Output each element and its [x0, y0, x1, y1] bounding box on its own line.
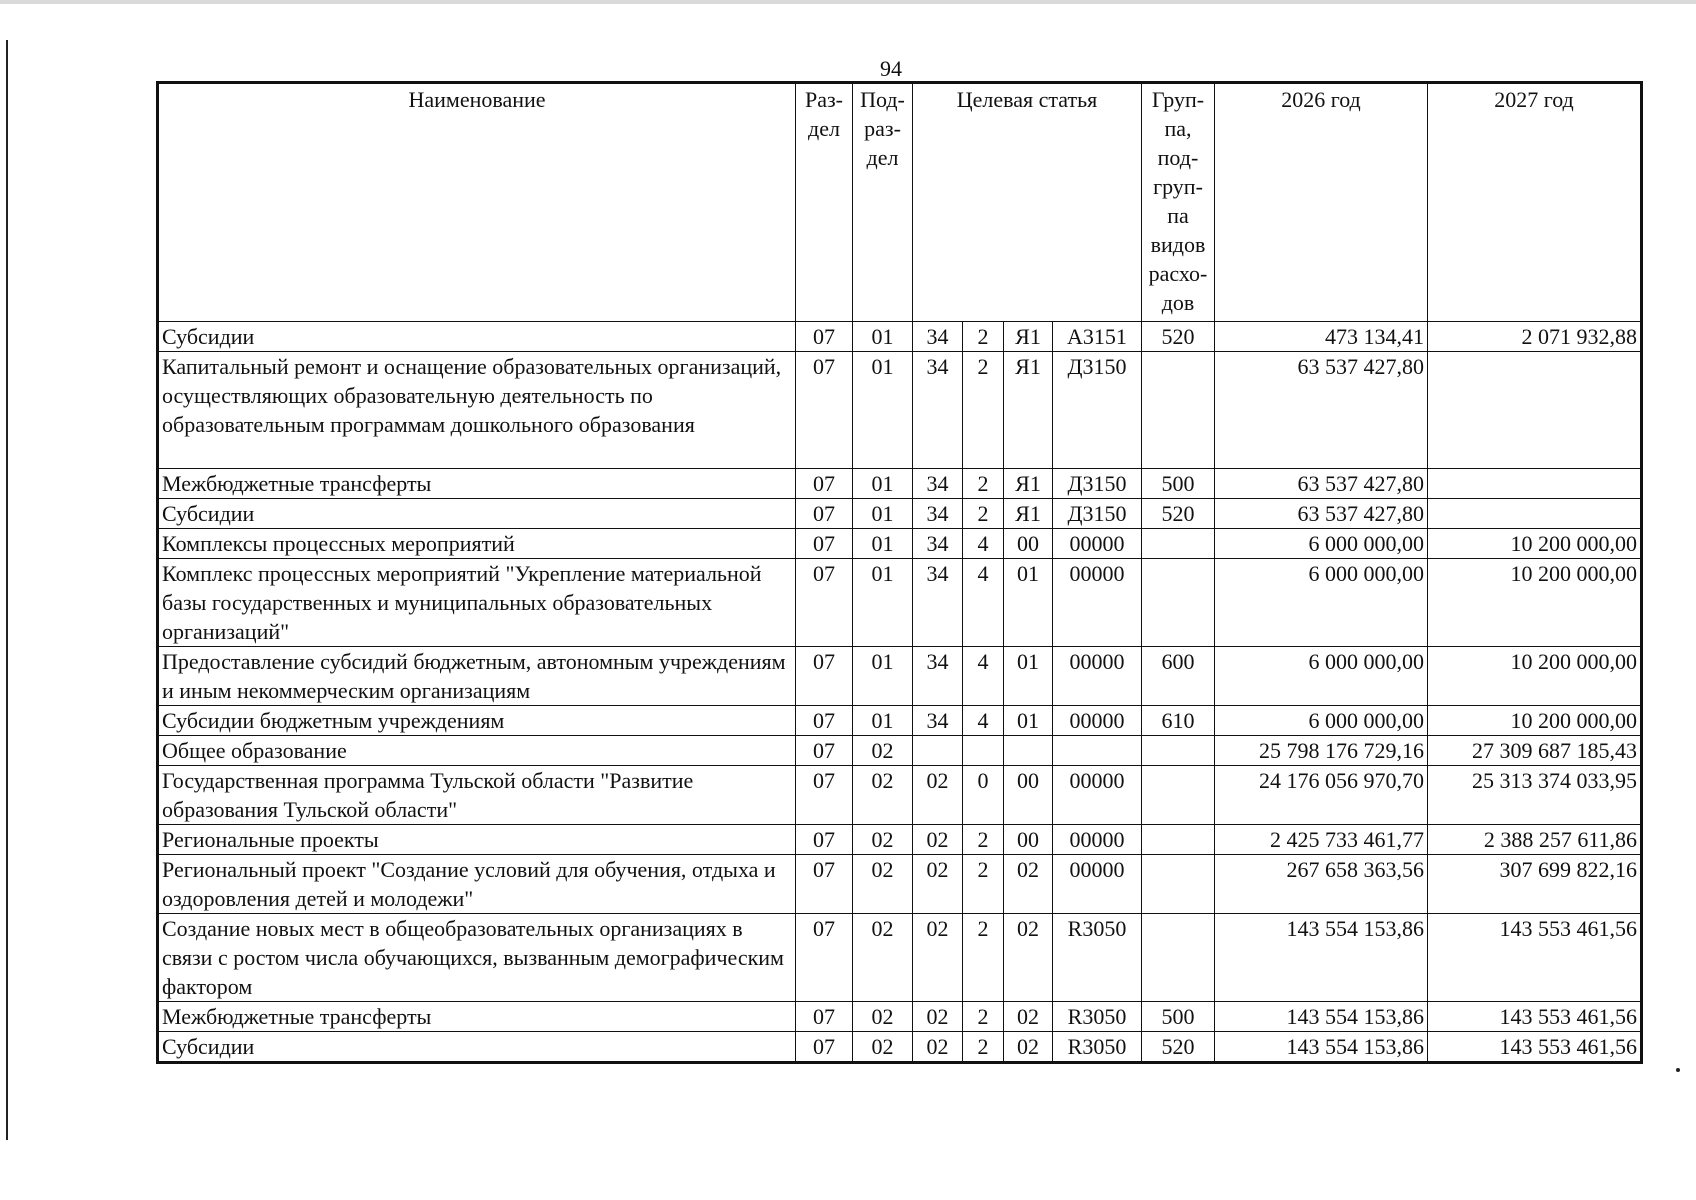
row-name-cell: Региональные проекты [158, 825, 796, 855]
row-group-cell [1142, 766, 1215, 825]
row-target-structure-cell: Я1 [1004, 352, 1053, 469]
row-name-cell: Комплекс процессных мероприятий "Укрепление материальной базы государственных и муниципальных образовательных организаций" [158, 559, 796, 647]
row-target-type-cell: 2 [963, 914, 1004, 1002]
row-razdel-cell: 07 [796, 647, 853, 706]
row-target-structure-cell: 02 [1004, 855, 1053, 914]
header-podrazdel: Под-раз-дел [853, 83, 913, 322]
header-target: Целевая статья [913, 83, 1142, 322]
row-amount-2027-cell: 10 200 000,00 [1428, 529, 1642, 559]
row-name-cell: Субсидии [158, 322, 796, 352]
row-podrazdel-cell: 02 [853, 736, 913, 766]
row-target-direction-cell: А3151 [1053, 322, 1142, 352]
header-group: Груп-па, под-груп-па видов расхо-дов [1142, 83, 1215, 322]
row-target-type-cell: 4 [963, 647, 1004, 706]
row-group-cell [1142, 736, 1215, 766]
row-amount-2026-cell: 6 000 000,00 [1215, 559, 1428, 647]
row-target-type-cell: 0 [963, 766, 1004, 825]
row-razdel-cell: 07 [796, 825, 853, 855]
row-target-type-cell: 2 [963, 1002, 1004, 1032]
row-podrazdel-cell: 02 [853, 855, 913, 914]
row-amount-2026-cell: 63 537 427,80 [1215, 469, 1428, 499]
row-amount-2026-cell: 473 134,41 [1215, 322, 1428, 352]
row-name-cell: Межбюджетные трансферты [158, 1002, 796, 1032]
row-amount-2026-cell: 63 537 427,80 [1215, 352, 1428, 469]
row-razdel-cell: 07 [796, 529, 853, 559]
row-podrazdel-cell: 01 [853, 352, 913, 469]
row-target-structure-cell: 00 [1004, 825, 1053, 855]
row-target-program-cell: 34 [913, 559, 963, 647]
row-target-direction-cell: 00000 [1053, 529, 1142, 559]
row-amount-2027-cell [1428, 352, 1642, 469]
row-target-type-cell: 4 [963, 559, 1004, 647]
row-podrazdel-cell: 02 [853, 766, 913, 825]
row-group-cell [1142, 914, 1215, 1002]
header-2027: 2027 год [1428, 83, 1642, 322]
row-podrazdel-cell: 01 [853, 559, 913, 647]
scan-speck [1676, 1068, 1680, 1072]
row-amount-2026-cell: 25 798 176 729,16 [1215, 736, 1428, 766]
row-razdel-cell: 07 [796, 469, 853, 499]
header-2026: 2026 год [1215, 83, 1428, 322]
row-target-direction-cell: 00000 [1053, 855, 1142, 914]
row-amount-2026-cell: 143 554 153,86 [1215, 1002, 1428, 1032]
row-amount-2027-cell: 143 553 461,56 [1428, 914, 1642, 1002]
row-podrazdel-cell: 01 [853, 499, 913, 529]
row-podrazdel-cell: 01 [853, 647, 913, 706]
row-target-structure-cell: 01 [1004, 647, 1053, 706]
row-target-type-cell: 2 [963, 322, 1004, 352]
row-podrazdel-cell: 01 [853, 322, 913, 352]
row-target-type-cell: 2 [963, 499, 1004, 529]
row-group-cell [1142, 529, 1215, 559]
row-amount-2027-cell: 25 313 374 033,95 [1428, 766, 1642, 825]
row-target-type-cell: 2 [963, 469, 1004, 499]
row-target-program-cell: 34 [913, 529, 963, 559]
row-group-cell: 520 [1142, 322, 1215, 352]
row-group-cell [1142, 825, 1215, 855]
header-name: Наименование [158, 83, 796, 322]
table-row [158, 559, 1642, 647]
row-razdel-cell: 07 [796, 914, 853, 1002]
row-group-cell: 600 [1142, 647, 1215, 706]
scan-edge-left [6, 40, 8, 1140]
row-target-type-cell: 4 [963, 529, 1004, 559]
row-amount-2026-cell: 6 000 000,00 [1215, 647, 1428, 706]
row-target-direction-cell: 00000 [1053, 647, 1142, 706]
row-target-direction-cell: Д3150 [1053, 469, 1142, 499]
row-amount-2027-cell [1428, 469, 1642, 499]
row-target-structure-cell: 01 [1004, 706, 1053, 736]
row-razdel-cell: 07 [796, 855, 853, 914]
row-amount-2027-cell: 307 699 822,16 [1428, 855, 1642, 914]
row-target-type-cell [963, 736, 1004, 766]
row-name-cell: Предоставление субсидий бюджетным, автономным учреждениям и иным некоммерческим организациям [158, 647, 796, 706]
table-row [158, 499, 1642, 529]
row-group-cell: 500 [1142, 469, 1215, 499]
row-name-cell: Комплексы процессных мероприятий [158, 529, 796, 559]
page-number: 94 [880, 56, 902, 81]
row-razdel-cell: 07 [796, 706, 853, 736]
row-razdel-cell: 07 [796, 322, 853, 352]
row-target-direction-cell: 00000 [1053, 706, 1142, 736]
row-target-direction-cell: R3050 [1053, 1032, 1142, 1063]
table-row [158, 766, 1642, 825]
row-name-cell: Создание новых мест в общеобразовательных организациях в связи с ростом числа обучающихся, вызванным демографическим фактором [158, 914, 796, 1002]
row-target-structure-cell: 00 [1004, 766, 1053, 825]
row-name-cell: Субсидии бюджетным учреждениям [158, 706, 796, 736]
row-target-structure-cell [1004, 736, 1053, 766]
row-target-type-cell: 2 [963, 1032, 1004, 1063]
row-target-direction-cell: R3050 [1053, 914, 1142, 1002]
row-target-direction-cell: 00000 [1053, 766, 1142, 825]
table-header-row [158, 83, 1642, 322]
row-razdel-cell: 07 [796, 736, 853, 766]
table-row [158, 706, 1642, 736]
row-target-program-cell: 34 [913, 499, 963, 529]
row-podrazdel-cell: 01 [853, 469, 913, 499]
row-target-structure-cell: Я1 [1004, 499, 1053, 529]
row-target-type-cell: 2 [963, 352, 1004, 469]
row-target-structure-cell: 01 [1004, 559, 1053, 647]
row-amount-2027-cell: 2 388 257 611,86 [1428, 825, 1642, 855]
row-podrazdel-cell: 01 [853, 706, 913, 736]
row-name-cell: Межбюджетные трансферты [158, 469, 796, 499]
row-target-program-cell: 34 [913, 469, 963, 499]
row-target-direction-cell: R3050 [1053, 1002, 1142, 1032]
row-podrazdel-cell: 02 [853, 825, 913, 855]
row-target-structure-cell: Я1 [1004, 322, 1053, 352]
row-name-cell: Региональный проект "Создание условий для обучения, отдыха и оздоровления детей и молодежи" [158, 855, 796, 914]
row-target-program-cell: 02 [913, 855, 963, 914]
row-amount-2026-cell: 267 658 363,56 [1215, 855, 1428, 914]
row-group-cell [1142, 559, 1215, 647]
row-amount-2026-cell: 6 000 000,00 [1215, 529, 1428, 559]
row-target-program-cell: 02 [913, 825, 963, 855]
row-group-cell [1142, 855, 1215, 914]
row-razdel-cell: 07 [796, 1002, 853, 1032]
row-group-cell [1142, 352, 1215, 469]
row-target-type-cell: 2 [963, 825, 1004, 855]
row-name-cell: Общее образование [158, 736, 796, 766]
header-razdel: Раз-дел [796, 83, 853, 322]
table-row [158, 322, 1642, 352]
row-target-structure-cell: 02 [1004, 914, 1053, 1002]
row-target-structure-cell: 02 [1004, 1002, 1053, 1032]
row-group-cell: 520 [1142, 499, 1215, 529]
row-target-direction-cell: Д3150 [1053, 352, 1142, 469]
row-name-cell: Государственная программа Тульской области "Развитие образования Тульской области" [158, 766, 796, 825]
row-amount-2027-cell: 10 200 000,00 [1428, 647, 1642, 706]
row-amount-2027-cell: 143 553 461,56 [1428, 1032, 1642, 1063]
row-target-program-cell: 34 [913, 352, 963, 469]
row-razdel-cell: 07 [796, 352, 853, 469]
row-target-type-cell: 2 [963, 855, 1004, 914]
row-podrazdel-cell: 02 [853, 1032, 913, 1063]
row-target-direction-cell [1053, 736, 1142, 766]
table-row [158, 825, 1642, 855]
table-row [158, 855, 1642, 914]
row-group-cell: 520 [1142, 1032, 1215, 1063]
row-target-structure-cell: 02 [1004, 1032, 1053, 1063]
row-target-direction-cell: 00000 [1053, 825, 1142, 855]
row-razdel-cell: 07 [796, 766, 853, 825]
row-group-cell: 610 [1142, 706, 1215, 736]
row-amount-2027-cell: 143 553 461,56 [1428, 1002, 1642, 1032]
row-target-program-cell [913, 736, 963, 766]
row-amount-2027-cell: 10 200 000,00 [1428, 559, 1642, 647]
row-target-structure-cell: 00 [1004, 529, 1053, 559]
row-target-program-cell: 02 [913, 914, 963, 1002]
row-amount-2026-cell: 143 554 153,86 [1215, 1032, 1428, 1063]
row-name-cell: Капитальный ремонт и оснащение образовательных организаций, осуществляющих образовательную деятельность по образовательным программам дошкольного образования [158, 352, 796, 469]
row-razdel-cell: 07 [796, 559, 853, 647]
row-target-program-cell: 02 [913, 1032, 963, 1063]
row-name-cell: Субсидии [158, 1032, 796, 1063]
table-row [158, 352, 1642, 469]
row-amount-2027-cell [1428, 499, 1642, 529]
row-amount-2027-cell: 27 309 687 185,43 [1428, 736, 1642, 766]
row-podrazdel-cell: 01 [853, 529, 913, 559]
scan-edge-top [0, 0, 1696, 4]
row-target-type-cell: 4 [963, 706, 1004, 736]
table-row [158, 736, 1642, 766]
row-amount-2026-cell: 2 425 733 461,77 [1215, 825, 1428, 855]
row-razdel-cell: 07 [796, 1032, 853, 1063]
row-group-cell: 500 [1142, 1002, 1215, 1032]
row-amount-2026-cell: 143 554 153,86 [1215, 914, 1428, 1002]
table-row [158, 1002, 1642, 1032]
table-row [158, 1032, 1642, 1063]
row-amount-2026-cell: 6 000 000,00 [1215, 706, 1428, 736]
row-target-program-cell: 02 [913, 766, 963, 825]
row-amount-2026-cell: 24 176 056 970,70 [1215, 766, 1428, 825]
row-target-program-cell: 34 [913, 647, 963, 706]
row-amount-2027-cell: 2 071 932,88 [1428, 322, 1642, 352]
row-podrazdel-cell: 02 [853, 914, 913, 1002]
row-target-program-cell: 34 [913, 706, 963, 736]
budget-table [156, 81, 1643, 1064]
table-row [158, 529, 1642, 559]
row-podrazdel-cell: 02 [853, 1002, 913, 1032]
row-amount-2026-cell: 63 537 427,80 [1215, 499, 1428, 529]
row-target-direction-cell: Д3150 [1053, 499, 1142, 529]
row-target-program-cell: 02 [913, 1002, 963, 1032]
row-target-direction-cell: 00000 [1053, 559, 1142, 647]
table-row [158, 647, 1642, 706]
row-name-cell: Субсидии [158, 499, 796, 529]
table-body [158, 322, 1642, 1063]
row-razdel-cell: 07 [796, 499, 853, 529]
row-target-program-cell: 34 [913, 322, 963, 352]
table-row [158, 469, 1642, 499]
row-target-structure-cell: Я1 [1004, 469, 1053, 499]
table-row [158, 914, 1642, 1002]
row-amount-2027-cell: 10 200 000,00 [1428, 706, 1642, 736]
